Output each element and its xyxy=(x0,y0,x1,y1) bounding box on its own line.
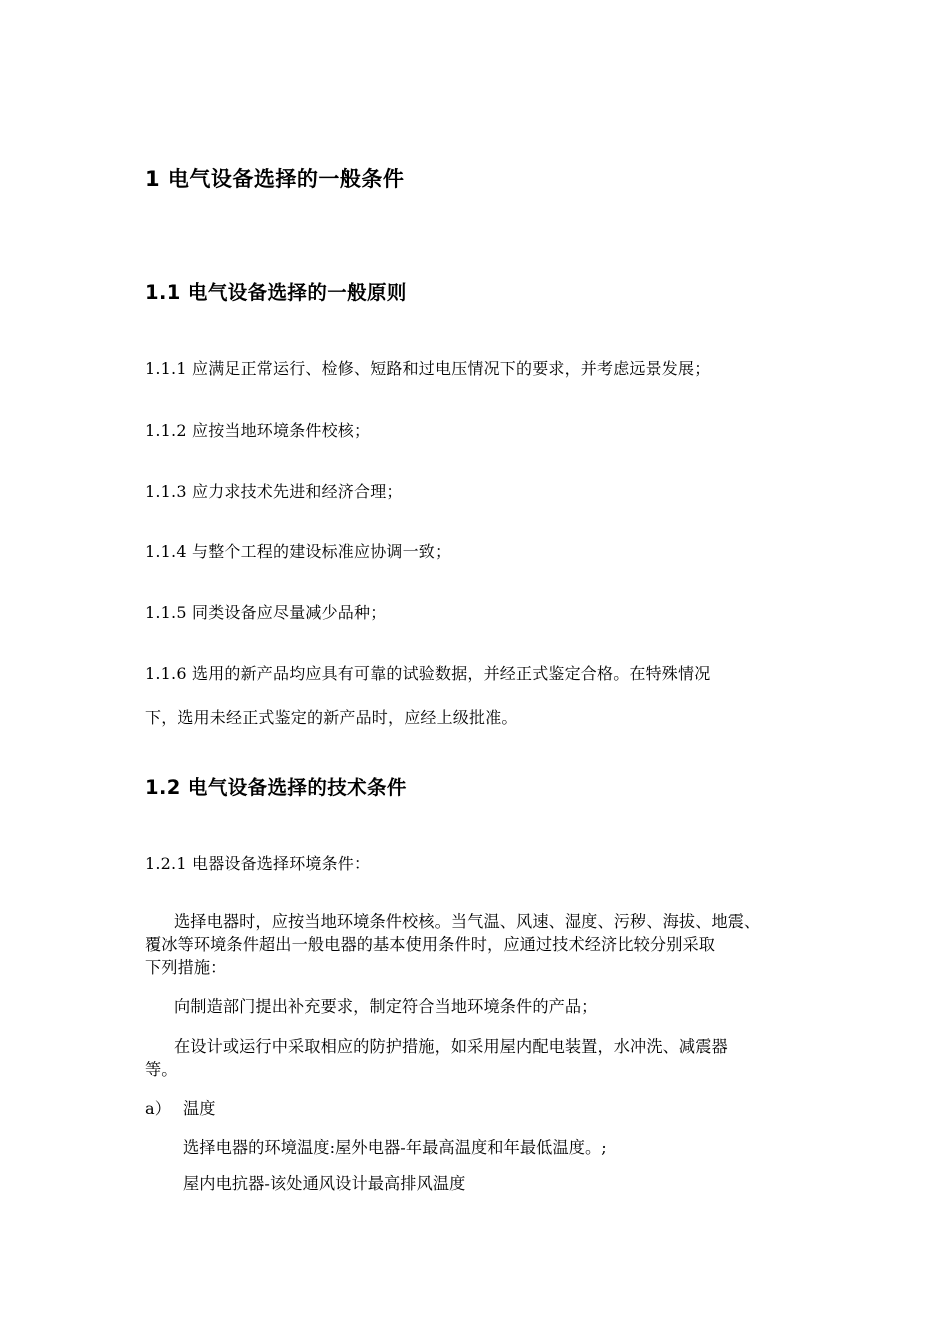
item-1-1-1: 1.1.1 应满足正常运行、检修、短路和过电压情况下的要求，并考虑远景发展； xyxy=(145,359,711,378)
paragraph-1-line-1: 选择电器时，应按当地环境条件校核。当气温、风速、湿度、污秽、海拔、地震、 xyxy=(174,912,761,931)
item-1-1-3: 1.1.3 应力求技术先进和经济合理； xyxy=(145,482,403,501)
sub-item-a-line-2: 屋内电抗器-该处通风设计最高排风温度 xyxy=(183,1174,466,1193)
heading-section-1-2: 1.2 电气设备选择的技术条件 xyxy=(145,776,407,799)
paragraph-1-line-3: 下列措施： xyxy=(145,958,227,977)
heading-chapter-1: 1 电气设备选择的一般条件 xyxy=(145,167,405,191)
item-1-1-6: 1.1.6 选用的新产品均应具有可靠的试验数据，并经正式鉴定合格。在特殊情况 xyxy=(145,664,711,683)
item-1-1-5: 1.1.5 同类设备应尽量减少品种； xyxy=(145,603,387,622)
paragraph-2: 向制造部门提出补充要求，制定符合当地环境条件的产品； xyxy=(174,997,598,1016)
heading-section-1-1: 1.1 电气设备选择的一般原则 xyxy=(145,281,407,304)
item-1-2-1: 1.2.1 电器设备选择环境条件： xyxy=(145,854,371,873)
sub-item-a-label: a） xyxy=(145,1099,172,1118)
item-1-1-2: 1.1.2 应按当地环境条件校核； xyxy=(145,421,371,440)
paragraph-3-line-2: 等。 xyxy=(145,1060,178,1079)
paragraph-1-line-2: 覆冰等环境条件超出一般电器的基本使用条件时，应通过技术经济比较分别采取 xyxy=(145,935,716,954)
sub-item-a-line-1: 选择电器的环境温度:屋外电器-年最高温度和年最低温度。; xyxy=(183,1138,607,1157)
paragraph-3-line-1: 在设计或运行中采取相应的防护措施，如采用屋内配电装置，水冲洗、减震器 xyxy=(174,1037,728,1056)
item-1-1-4: 1.1.4 与整个工程的建设标准应协调一致； xyxy=(145,542,452,561)
item-1-1-6-continued: 下，选用未经正式鉴定的新产品时，应经上级批准。 xyxy=(145,708,518,727)
sub-item-a-title: 温度 xyxy=(183,1099,216,1118)
